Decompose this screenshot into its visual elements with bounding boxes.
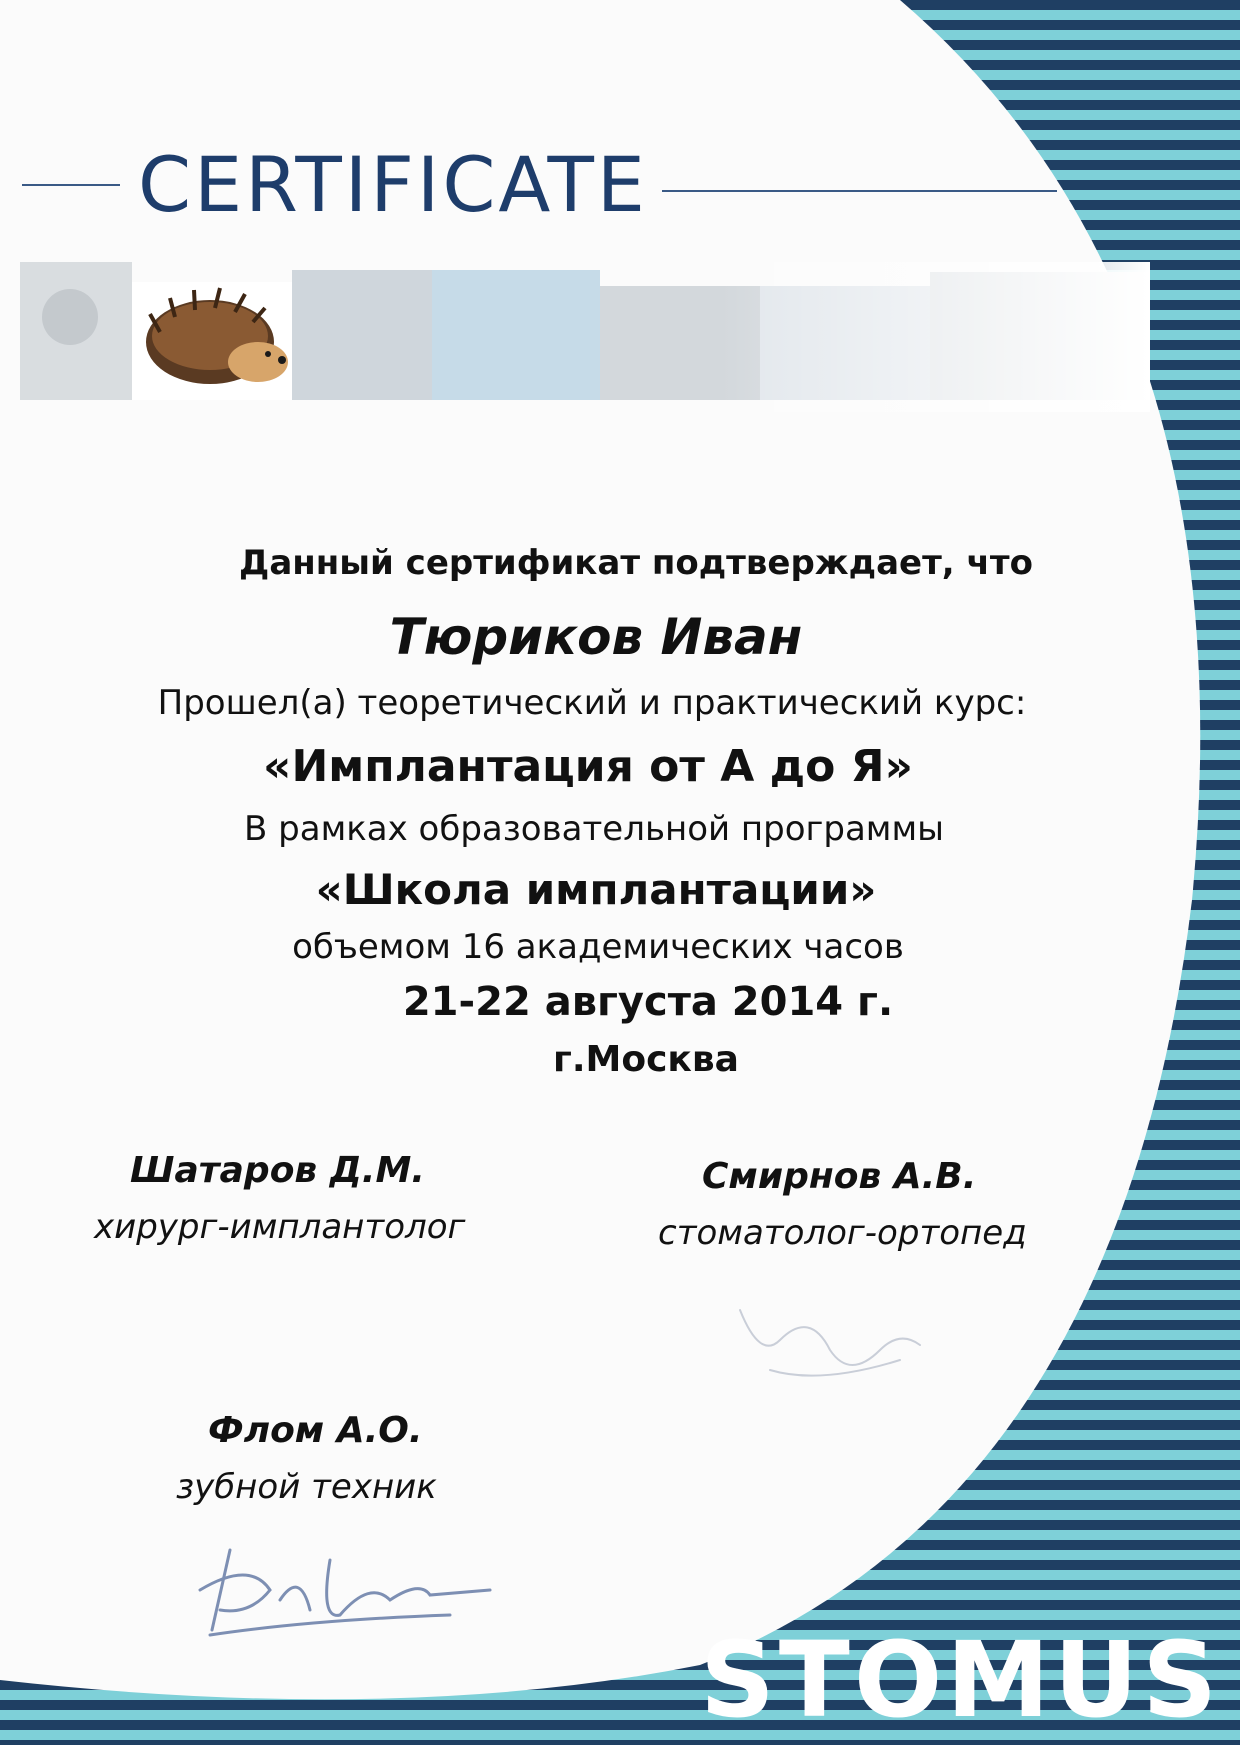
- signatory-3: [176, 1408, 437, 1510]
- signatory-name: Флом А.О.: [208, 1410, 423, 1451]
- bottom-margin: [0, 1745, 1240, 1754]
- course-city: г.Москва: [553, 1039, 739, 1080]
- course-dates: 21-22 августа 2014 г.: [402, 979, 894, 1025]
- title-row: [0, 140, 1240, 230]
- signatory-2: [658, 1154, 1027, 1256]
- banner-fade: [720, 262, 1150, 412]
- handwritten-signature-smirnov: [720, 1290, 940, 1400]
- title-left-rule: [22, 184, 120, 186]
- recipient-name: Тюриков Иван: [389, 608, 803, 666]
- photo-banner: [20, 262, 1150, 412]
- hours-text: объемом 16 академических часов: [292, 927, 904, 967]
- signatory-name: Смирнов А.В.: [702, 1156, 977, 1197]
- signatory-role: хирург-имплантолог: [94, 1207, 466, 1247]
- course-completed-text: Прошел(а) теоретический и практический курс:: [157, 683, 1027, 723]
- photo-tile: [292, 270, 432, 400]
- signatory-name: Шатаров Д.М.: [130, 1150, 425, 1191]
- program-intro-text: В рамках образовательной программы: [244, 809, 944, 849]
- photo-tile: [432, 270, 600, 400]
- signatory-1: [94, 1148, 465, 1250]
- brand-logo: STOMUS: [700, 1619, 1222, 1741]
- handwritten-signature-flom: [190, 1520, 510, 1650]
- intro-text: Данный сертификат подтверждает, что: [239, 543, 1033, 583]
- program-title: «Школа имплантации»: [315, 865, 877, 914]
- signatory-role: зубной техник: [176, 1467, 437, 1507]
- signatory-role: стоматолог-ортопед: [658, 1213, 1027, 1253]
- photo-detail: [42, 289, 98, 345]
- certificate-title: CERTIFICATE: [138, 140, 648, 229]
- course-title: «Имплантация от А до Я»: [263, 741, 913, 792]
- title-right-rule: [662, 190, 1057, 192]
